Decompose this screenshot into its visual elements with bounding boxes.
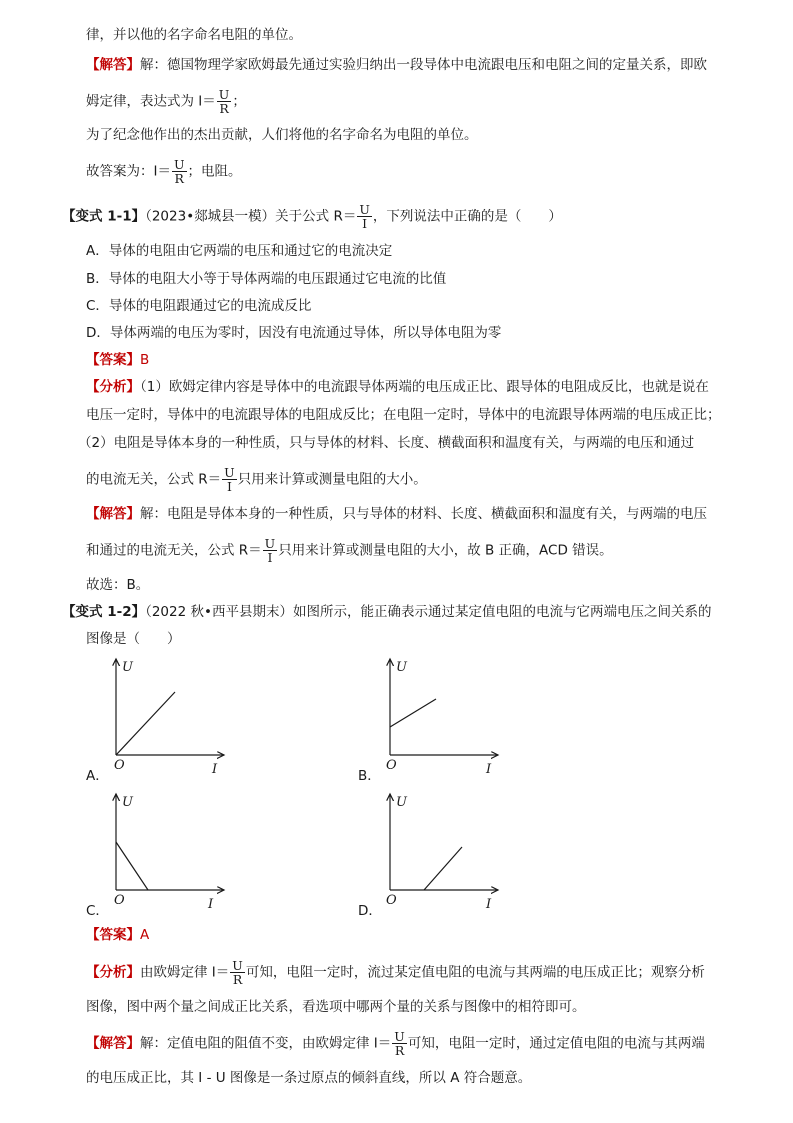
option-d: D．导体两端的电压为零时，因没有电流通过导体，所以导体电阻为零 (86, 325, 502, 341)
solution-tag: 【解答】 (86, 57, 140, 73)
analysis-text: （1）欧姆定律内容是导体中的电流跟导体两端的电压成正比、跟导体的电阻成反比，也就是说在 (140, 379, 709, 395)
formula-line (86, 88, 246, 115)
graph-c (100, 790, 230, 915)
stem-suffix: ，下列说法中正确的是（ ） (372, 208, 562, 225)
solution-line (86, 537, 613, 564)
choose-line: 故选：B。 (86, 577, 150, 593)
answer-value: A (140, 927, 150, 943)
fraction-u-over-i: $\frac{U}{I}$ (224, 465, 235, 494)
solution-line (86, 505, 707, 523)
fraction-u-over-r: $\frac{U}{R}$ (394, 1029, 405, 1058)
fraction-u-over-r: $\frac{U}{R}$ (218, 87, 230, 116)
question-stem (62, 203, 562, 230)
answer-value: B (140, 352, 150, 368)
analysis-line (86, 466, 427, 493)
analysis-suffix: 可知，电阻一定时，流过某定值电阻的电流与其两端的电压成正比；观察分析 (245, 964, 705, 981)
solution-tag: 【解答】 (86, 506, 140, 522)
graph-line (116, 692, 175, 755)
formula-prefix: 姆定律，表达式为 I＝ (86, 93, 216, 110)
graph-b-label: B． (358, 768, 381, 784)
stem-prefix: （2023•郯城县一模）关于公式 R＝ (145, 208, 357, 225)
graph-a (100, 655, 230, 780)
graph-c-label: C． (86, 903, 109, 919)
analysis-line (86, 959, 705, 986)
solution-text: 解：电阻是导体本身的一种性质，只与导体的材料、长度、横截面积和温度有关，与两端的电压 (140, 506, 707, 522)
graph-d-label: D． (358, 903, 382, 919)
graph-b (374, 655, 504, 780)
y-axis-label: U (396, 795, 407, 810)
solution-line (86, 1030, 705, 1057)
analysis-prefix: 的电流无关，公式 R＝ (86, 471, 222, 488)
solution-suffix: 只用来计算或测量电阻的大小，故 B 正确，ACD 错误。 (278, 542, 613, 559)
x-axis-label: I (208, 897, 214, 912)
graph-line (424, 847, 462, 890)
fraction-u-over-r: $\frac{U}{R}$ (173, 157, 185, 186)
graph-line (390, 699, 436, 727)
y-axis-label: U (122, 795, 133, 810)
y-axis-label: U (122, 660, 133, 675)
y-axis-label: U (396, 660, 407, 675)
answer-line (86, 351, 149, 369)
origin-label: O (114, 758, 125, 773)
option-a: A．导体的电阻由它两端的电压和通过它的电流决定 (86, 243, 393, 259)
answer-prefix: 故答案为：I＝ (86, 163, 171, 180)
graph-a-label: A． (86, 768, 109, 784)
analysis-line (86, 378, 709, 396)
formula-suffix: ； (232, 93, 246, 110)
graph-line (116, 842, 148, 890)
solution-line: 的电压成正比，其 I - U 图像是一条过原点的倾斜直线，所以 A 符合题意。 (86, 1070, 532, 1086)
analysis-line: 电压一定时，导体中的电流跟导体的电阻成反比；在电阻一定时，导体中的电流跟导体两端的电压成正比； (86, 407, 721, 423)
analysis-prefix: 由欧姆定律 I＝ (140, 964, 230, 981)
answer-line (86, 158, 242, 185)
analysis-suffix: 只用来计算或测量电阻的大小。 (237, 471, 427, 488)
text-line: 为了纪念他作出的杰出贡献，人们将他的名字命名为电阻的单位。 (86, 127, 478, 143)
analysis-line: （2）电阻是导体本身的一种性质，只与导体的材料、长度、横截面积和温度有关，与两端的电压和通过 (78, 435, 695, 451)
origin-label: O (386, 893, 397, 908)
solution-line (86, 56, 707, 74)
analysis-tag: 【分析】 (86, 379, 140, 395)
text-line: 律，并以他的名字命名电阻的单位。 (86, 27, 302, 43)
solution-tag: 【解答】 (86, 1035, 140, 1052)
answer-tag: 【答案】 (86, 352, 140, 368)
solution-suffix: 可知，电阻一定时，通过定值电阻的电流与其两端 (407, 1035, 705, 1052)
origin-label: O (114, 893, 125, 908)
question-stem (62, 603, 711, 621)
answer-suffix: ；电阻。 (187, 163, 242, 180)
solution-text: 解：德国物理学家欧姆最先通过实验归纳出一段导体中电流跟电压和电阻之间的定量关系，即欧 (140, 57, 707, 73)
x-axis-label: I (486, 897, 492, 912)
solution-prefix: 解：定值电阻的阻值不变，由欧姆定律 I＝ (140, 1035, 392, 1052)
question-tag: 【变式 1-1】 (62, 208, 146, 225)
fraction-u-over-r: $\frac{U}{R}$ (232, 958, 243, 987)
stem-text: （2022 秋•西平县期末）如图所示，能正确表示通过某定值电阻的电流与它两端电压之间关系的 (145, 604, 712, 620)
question-stem-cont: 图像是（ ） (86, 631, 181, 647)
solution-prefix: 和通过的电流无关，公式 R＝ (86, 542, 262, 559)
origin-label: O (386, 758, 397, 773)
graph-d (374, 790, 504, 915)
option-c: C．导体的电阻跟通过它的电流成反比 (86, 298, 312, 314)
x-axis-label: I (212, 762, 218, 777)
fraction-u-over-i: $\frac{U}{I}$ (264, 536, 276, 565)
option-b: B．导体的电阻大小等于导体两端的电压跟通过它电流的比值 (86, 271, 447, 287)
answer-line (86, 926, 149, 944)
analysis-tag: 【分析】 (86, 964, 140, 981)
question-tag: 【变式 1-2】 (62, 604, 146, 620)
x-axis-label: I (486, 762, 492, 777)
answer-tag: 【答案】 (86, 927, 140, 943)
fraction-u-over-i: $\frac{U}{I}$ (359, 202, 370, 231)
analysis-line: 图像，图中两个量之间成正比关系，看选项中哪两个量的关系与图像中的相符即可。 (86, 999, 586, 1015)
